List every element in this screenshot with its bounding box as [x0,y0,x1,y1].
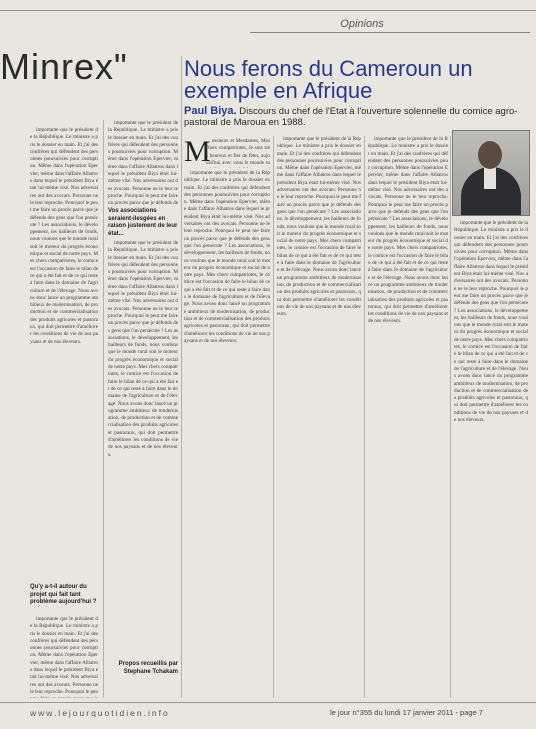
left-article-column-2 [108,120,178,206]
byline-line2: Stephane Tchakam [123,669,178,675]
left-subhead: Vos associations seraient-ilesgées en raison justement de leur état... [108,208,178,237]
left-article-column-1b [30,616,98,698]
left-col1b-text: importante que le président de la République. Le ministre a pris le dossier en main. Et j'ai des confrères qui défendent des personnes poursuivies pour corruption. Même dans l'opération Epervier, même dans l'affaire Albatros dans lequel le président Biya était lui-même visé. Nos adversaires ont des avocats. Personne ne le leur reproche. Pourquoi le peu [30,616,98,695]
main-column-4 [454,220,528,698]
deck-author: Paul Biya. [184,105,237,117]
main-col4-text: importante que le président de la République. Le ministre a pris le dossier en main. Et j'ai des confrères qui défendent des personnes poursuivies pour corruption. Même dans l'opération Epervier, même dans l'affaire Albatros dans lequel le président Biya était lui-même visé. Nos adversaires ont des avocats. Personne ne le leur reproche. Pourquoi le peut me faire un procès parce que je défends des gens que l'on persécute ? Les associations, le développement, les bailleurs de fonds, nous voulons que le monde rural soit le moteur du progrès économique et social de notre pays. Mes chers compatriotes, le comice est l'occasion de faire le bilan de ce qui a été fait et de ce qui reste à faire dans le domaine de l'agriculture et de l'élevage. Nous avons donc lancé un programme ambitieux de modernisation, de production et de commercialisation des produits agricoles et pastoraux, qui doit permettre d'améliorer les conditions de vie de nos paysans et de nos éleveurs. [454,220,528,424]
main-column-1-top [206,138,270,168]
left-qa-subhead: Qu'y a-t-il autour du projet qui fait tant problème aujourd'hui ? [30,584,97,605]
left-col2-text: importante que le président de la République. Le ministre a pris le dossier en main. Et j'ai des confrères qui défendent des personnes poursuivies pour corruption. Même dans l'opération Epervier, même dans l'affaire Albatros dans lequel le président Biya était lui-même visé. Nos adversaires ont des avocats. Personne ne le leur reproche. Pourquoi le peut me faire un procès parce que je défends de [108,120,178,206]
left-col1-text: importante que le président de la République. Le ministre a pris le dossier en main. Et j'ai des confrères qui défendent des personnes poursuivies pour corruption. Même dans l'opération Epervier, même dans l'affaire Albatros dans lequel le président Biya était lui-même visé. Nos adversaires ont des avocats. Personne ne le leur reproche. Pourquoi le peut me faire un procès parce que je défends des gens que l'on persécute ? Les associations, le développement, les bailleurs de fonds, nous voulons que le monde rural soit le moteur du progrès économique et social de notre pays. Mes chers compatriotes, le comice est l'occasion de faire le bilan de ce qui a été fait et de ce qui reste à faire dans le domaine de l'agriculture et de l'élevage. Nous avons donc lancé un programme ambitieux de modernisation, de production et de commercialisation des produits agricoles et pastoraux, qui doit permettre d'améliorer les conditions de vie de nos paysans et de nos éleveurs. [30,127,98,345]
footer-url: www.lejourquotidien.info [30,708,170,718]
dropcap: M [184,135,211,168]
left-article-column-1 [30,127,98,579]
left-article-column-2b [108,240,178,652]
deck-text: Discours du chef de l'Etat à l'ouverture solennelle du comice agro-pastoral de Maroua en 1988. [184,106,518,128]
footer-page-info: le jour n°355 du lundi 17 janvier 2011 - page 7 [330,708,483,717]
main-opening-text: essieurs et Mesdames, Mes chers compatriotes, Je suis très heureux et fier de fêter, aujourd'hui avec vous le monde ru [206,138,270,166]
section-label: Opinions [340,18,384,30]
column-rule [450,136,451,698]
main-col2-text: importante que le président de la République. Le ministre a pris le dossier en main. Et j'ai des confrères qui défendent des personnes poursuivies pour corruption. Même dans l'opération Epervier, même dans l'affaire Albatros dans lequel le président Biya était lui-même visé. Nos adversaires ont des avocats. Personne ne le leur reproche. Pourquoi le peut me faire un procès parce que je défends des gens que l'on persécute ? Les associations, le développement, les bailleurs de fonds, nous voulons que le monde rural soit le moteur du progrès économique et social de notre pays. Mes chers compatriotes, le comice est l'occasion de faire le bilan de ce qui a été fait et de ce qui reste à faire dans le domaine de l'agriculture et de l'élevage. Nous avons donc lancé un programme ambitieux de modernisation, de production et de commercialisation des produits agricoles et pastoraux, qui doit permettre d'améliorer les conditions de vie de nos paysans et de nos éleveurs. [277,136,361,318]
main-column-3 [368,136,448,698]
section-rule [250,32,530,33]
left-col2b-text: importante que le président de la République. Le ministre a pris le dossier en main. Et j'ai des confrères qui défendent des personnes poursuivies pour corruption. Même dans l'opération Epervier, même dans l'affaire Albatros dans lequel le président Biya était lui-même visé. Nos adversaires ont des avocats. Personne ne le leur reproche. Pourquoi le peut me faire un procès parce que je défends des gens que l'on persécute ? Les associations, le développement, les bailleurs de fonds, nous voulons que le monde rural soit le moteur du progrès économique et social de notre pays. Mes chers compatriotes, le comice est l'occasion de faire le bilan de ce qui a été fait et de ce qui reste à faire dans le domaine de l'agriculture et de l'élevage. Nous avons donc lancé un programme ambitieux de modernisation, de production et de commercialisation des produits agricoles et pastoraux, qui doit permettre d'améliorer les conditions de vie de nos paysans et de nos éleveurs. [108,240,178,458]
main-col1-text: importante que le président de la République. Le ministre a pris le dossier en main. Et j'ai des confrères qui défendent des personnes poursuivies pour corruption. Même dans l'opération Epervier, même dans l'affaire Albatros dans lequel le président Biya était lui-même visé. Nos adversaires ont des avocats. Personne ne le leur reproche. Pourquoi le peut me faire un procès parce que je défends des gens que l'on persécute ? Les associations, le développement, les bailleurs de fonds, nous voulons que le monde rural soit le moteur du progrès économique et social de notre pays. Mes chers compatriotes, le comice est l'occasion de faire le bilan de ce qui a été fait et de ce qui reste à faire dans le domaine de l'agriculture et de l'élevage. Nous avons donc lancé un programme ambitieux de modernisation, de production et de commercialisation des produits agricoles et pastoraux, qui doit permettre d'améliorer les conditions de vie de nos paysans et de nos éleveurs. [184,170,270,344]
column-rule [273,136,274,698]
article-deck [184,106,524,128]
column-rule [103,120,104,698]
left-byline [108,660,178,676]
header-rule [0,10,536,11]
column-rule [181,56,182,698]
main-col3-text: importante que le président de la République. Le ministre a pris le dossier en main. Et j'ai des confrères qui défendent des personnes poursuivies pour corruption. Même dans l'opération Epervier, même dans l'affaire Albatros dans lequel le président Biya était lui-même visé. Nos adversaires ont des avocats. Personne ne le leur reproche. Pourquoi le peut me faire un procès parce que je défends des gens que l'on persécute ? Les associations, le développement, les bailleurs de fonds, nous voulons que le monde rural soit le moteur du progrès économique et social de notre pays. Mes chers compatriotes, le comice est l'occasion de faire le bilan de ce qui a été fait et de ce qui reste à faire dans le domaine de l'agriculture et de l'élevage. Nous avons donc lancé un programme ambitieux de modernisation, de production et de commercialisation des produits agricoles et pastoraux, qui doit permettre d'améliorer les conditions de vie de nos paysans et de nos éleveurs. [368,136,448,325]
byline-line1: Propos recueillis par [118,661,178,667]
column-rule [364,136,365,698]
article-headline: Nous ferons du Cameroun un exemple en Afrique [184,56,473,103]
footer-rule [0,702,536,703]
main-column-2 [277,136,361,698]
author-photo [452,130,530,216]
main-column-1 [184,170,270,698]
left-article-headline: Minrex" [0,46,128,87]
